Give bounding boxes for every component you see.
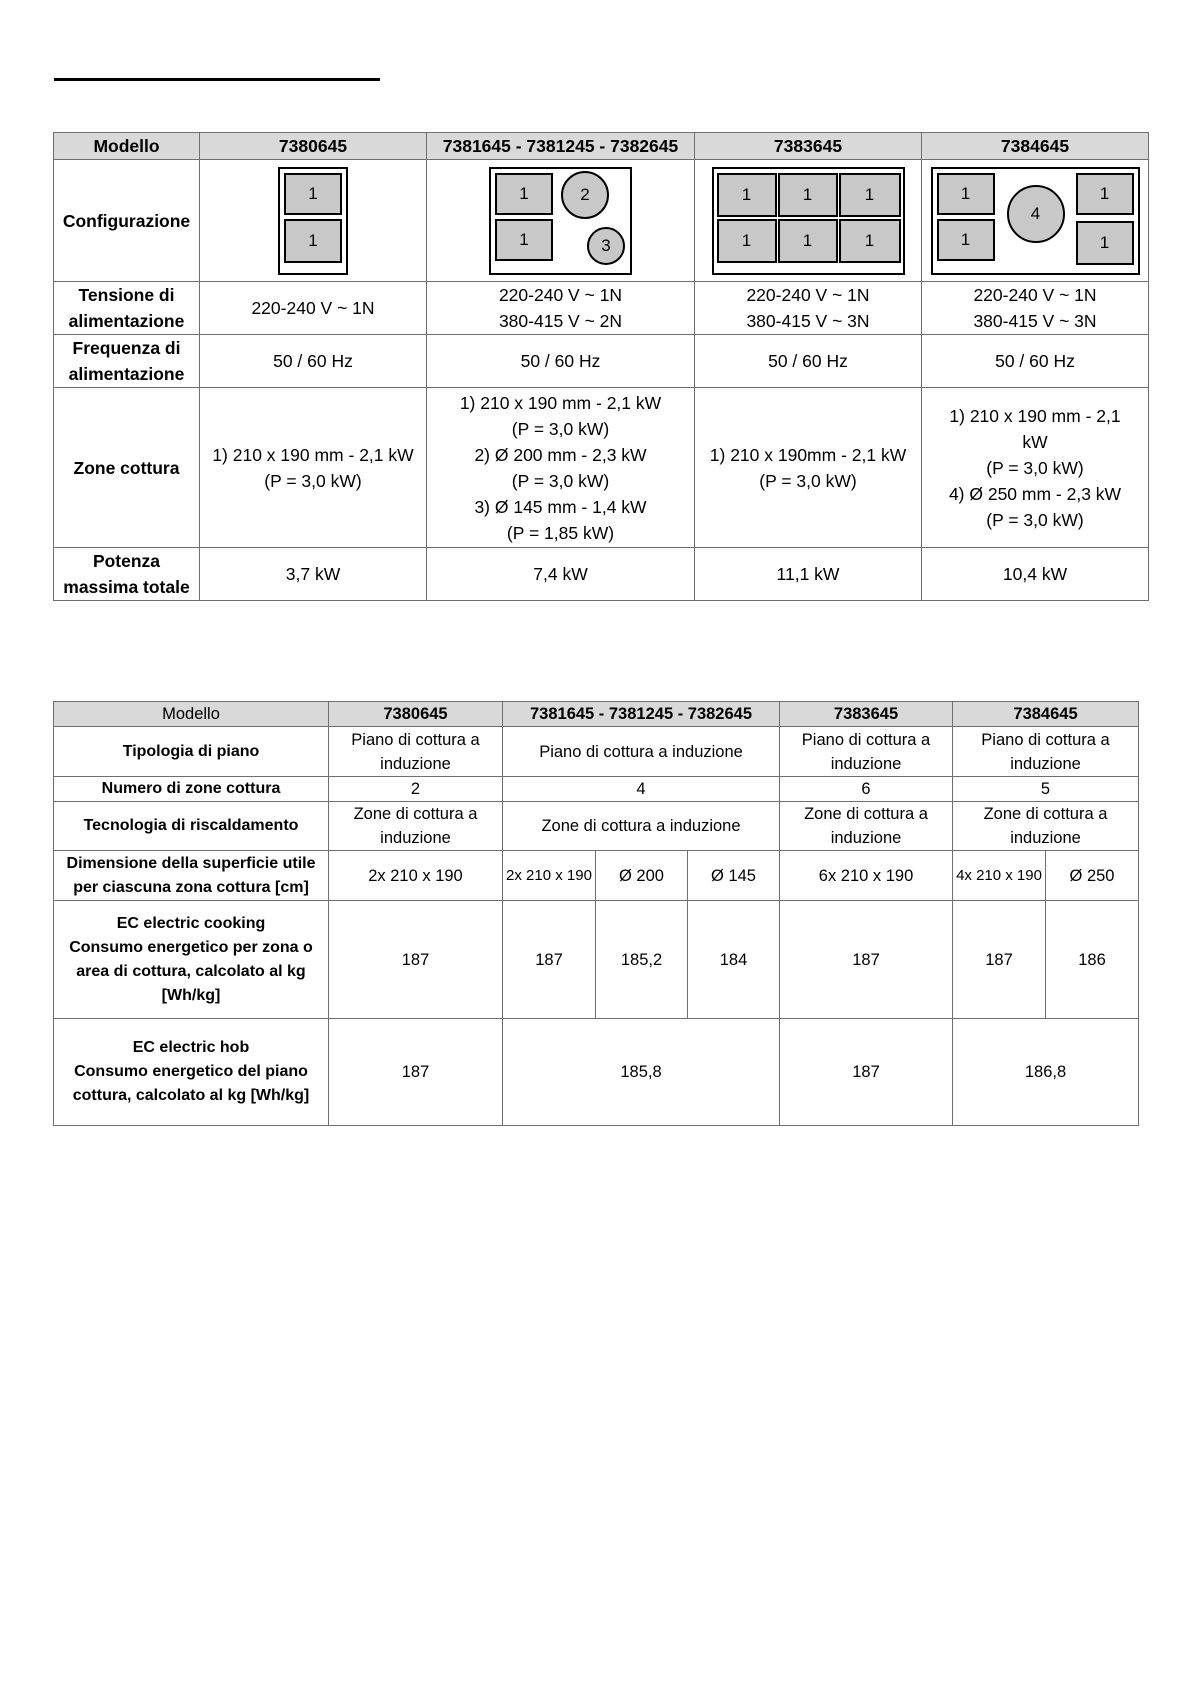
- t2-model-3: 7383645: [780, 702, 953, 727]
- zone-square: 1: [717, 219, 777, 263]
- t1-voltage-row: [54, 282, 1149, 335]
- hob-diagram-5-zones: [931, 167, 1140, 275]
- zone-square: 1: [937, 219, 995, 261]
- t1-model-1: 7380645: [200, 133, 427, 160]
- t1-config-cell-1: [200, 160, 427, 282]
- t2-model-2: 7381645 - 7381245 - 7382645: [503, 702, 780, 727]
- zone-round: 2: [561, 171, 609, 219]
- t2-ec-cooking-3: 185,2: [596, 901, 688, 1019]
- t1-voltage-2: 220-240 V ~ 1N 380-415 V ~ 2N: [427, 282, 695, 335]
- t2-ec-cooking-7: 186: [1046, 901, 1139, 1019]
- t2-tipologia-3: Piano di cottura a induzione: [780, 727, 953, 777]
- t2-ec-hob-1: 187: [329, 1019, 503, 1126]
- t2-dimensione-5: 6x 210 x 190: [780, 851, 953, 901]
- t2-numero-3: 6: [780, 777, 953, 802]
- t1-model-4: 7384645: [922, 133, 1149, 160]
- t2-ec-hob-2: 185,8: [503, 1019, 780, 1126]
- t1-zones-2: 1) 210 x 190 mm - 2,1 kW (P = 3,0 kW) 2) Ø 200 mm - 2,3 kW (P = 3,0 kW) 3) Ø 145 mm - 1,4 kW (P = 1,85 kW): [427, 388, 695, 548]
- zone-square: 1: [284, 173, 342, 215]
- zone-square: 1: [778, 173, 838, 217]
- t2-header-label: Modello: [54, 702, 329, 727]
- t1-config-cell-3: [695, 160, 922, 282]
- zone-square: 1: [1076, 173, 1134, 215]
- t2-tecnologia-label: Tecnologia di riscaldamento: [54, 802, 329, 851]
- t2-model-4: 7384645: [953, 702, 1139, 727]
- t1-model-2: 7381645 - 7381245 - 7382645: [427, 133, 695, 160]
- t2-ec-hob-row: [54, 1019, 1139, 1126]
- t2-numero-2: 4: [503, 777, 780, 802]
- t2-tecnologia-row: [54, 802, 1139, 851]
- t2-ec-hob-4: 186,8: [953, 1019, 1139, 1126]
- t2-dimensione-label: Dimensione della superficie utile per ciascuna zona cottura [cm]: [54, 851, 329, 901]
- zone-square: 1: [495, 219, 553, 261]
- t1-frequency-2: 50 / 60 Hz: [427, 335, 695, 388]
- t2-tipologia-label: Tipologia di piano: [54, 727, 329, 777]
- t2-ec-cooking-row: [54, 901, 1139, 1019]
- t1-voltage-3: 220-240 V ~ 1N 380-415 V ~ 3N: [695, 282, 922, 335]
- t1-power-2: 7,4 kW: [427, 548, 695, 601]
- t2-model-1: 7380645: [329, 702, 503, 727]
- t1-config-cell-4: [922, 160, 1149, 282]
- energy-table: [53, 701, 1139, 1126]
- t2-ec-hob-3: 187: [780, 1019, 953, 1126]
- t1-config-cell-2: [427, 160, 695, 282]
- t2-ec-cooking-6: 187: [953, 901, 1046, 1019]
- t1-header-label: Modello: [54, 133, 200, 160]
- t2-ec-cooking-4: 184: [688, 901, 780, 1019]
- t1-power-row: [54, 548, 1149, 601]
- zone-square: 1: [839, 219, 901, 263]
- t1-zones-3: 1) 210 x 190mm - 2,1 kW (P = 3,0 kW): [695, 388, 922, 548]
- top-rule: [54, 78, 380, 81]
- hob-diagram-4-zones: [489, 167, 632, 275]
- t2-tipologia-4: Piano di cottura a induzione: [953, 727, 1139, 777]
- specs-table: [53, 132, 1149, 601]
- t1-voltage-label: Tensione di alimentazione: [54, 282, 200, 335]
- t1-header-row: [54, 133, 1149, 160]
- zone-square: 1: [495, 173, 553, 215]
- t2-tipologia-2: Piano di cottura a induzione: [503, 727, 780, 777]
- t1-zones-1: 1) 210 x 190 mm - 2,1 kW (P = 3,0 kW): [200, 388, 427, 548]
- t1-zones-label: Zone cottura: [54, 388, 200, 548]
- t2-header-row: [54, 702, 1139, 727]
- t2-tecnologia-4: Zone di cottura a induzione: [953, 802, 1139, 851]
- t1-frequency-3: 50 / 60 Hz: [695, 335, 922, 388]
- hob-diagram-2-zones: [278, 167, 348, 275]
- t2-dimensione-row: [54, 851, 1139, 901]
- zone-round: 3: [587, 227, 625, 265]
- t2-numero-label: Numero di zone cottura: [54, 777, 329, 802]
- t2-tecnologia-1: Zone di cottura a induzione: [329, 802, 503, 851]
- t2-ec-hob-label: EC electric hob Consumo energetico del piano cottura, calcolato al kg [Wh/kg]: [54, 1019, 329, 1126]
- t1-frequency-row: [54, 335, 1149, 388]
- t2-dimensione-1: 2x 210 x 190: [329, 851, 503, 901]
- t2-numero-1: 2: [329, 777, 503, 802]
- t1-config-row: [54, 160, 1149, 282]
- zone-square: 1: [717, 173, 777, 217]
- t2-ec-cooking-label: EC electric cooking Consumo energetico per zona o area di cottura, calcolato al kg [Wh/kg]: [54, 901, 329, 1019]
- t1-config-label: Configurazione: [54, 160, 200, 282]
- t2-tecnologia-3: Zone di cottura a induzione: [780, 802, 953, 851]
- zone-square: 1: [839, 173, 901, 217]
- t2-tipologia-row: [54, 727, 1139, 777]
- t2-numero-4: 5: [953, 777, 1139, 802]
- t1-frequency-4: 50 / 60 Hz: [922, 335, 1149, 388]
- t2-dimensione-4: Ø 145: [688, 851, 780, 901]
- t1-zones-row: [54, 388, 1149, 548]
- t1-power-3: 11,1 kW: [695, 548, 922, 601]
- t2-ec-cooking-2: 187: [503, 901, 596, 1019]
- hob-diagram-6-zones: [712, 167, 905, 275]
- t2-tecnologia-2: Zone di cottura a induzione: [503, 802, 780, 851]
- t1-power-1: 3,7 kW: [200, 548, 427, 601]
- t2-dimensione-2: 2x 210 x 190: [503, 851, 596, 901]
- t1-voltage-4: 220-240 V ~ 1N 380-415 V ~ 3N: [922, 282, 1149, 335]
- zone-square: 1: [1076, 221, 1134, 265]
- t2-numero-row: [54, 777, 1139, 802]
- t2-ec-cooking-5: 187: [780, 901, 953, 1019]
- t1-zones-4: 1) 210 x 190 mm - 2,1 kW (P = 3,0 kW) 4) Ø 250 mm - 2,3 kW (P = 3,0 kW): [922, 388, 1149, 548]
- t2-tipologia-1: Piano di cottura a induzione: [329, 727, 503, 777]
- t1-frequency-1: 50 / 60 Hz: [200, 335, 427, 388]
- t2-dimensione-7: Ø 250: [1046, 851, 1139, 901]
- t1-power-4: 10,4 kW: [922, 548, 1149, 601]
- t2-dimensione-6: 4x 210 x 190: [953, 851, 1046, 901]
- t1-model-3: 7383645: [695, 133, 922, 160]
- t2-ec-cooking-1: 187: [329, 901, 503, 1019]
- t1-frequency-label: Frequenza di alimentazione: [54, 335, 200, 388]
- zone-round: 4: [1007, 185, 1065, 243]
- t1-voltage-1: 220-240 V ~ 1N: [200, 282, 427, 335]
- zone-square: 1: [778, 219, 838, 263]
- t2-dimensione-3: Ø 200: [596, 851, 688, 901]
- t1-power-label: Potenza massima totale: [54, 548, 200, 601]
- zone-square: 1: [284, 219, 342, 263]
- zone-square: 1: [937, 173, 995, 215]
